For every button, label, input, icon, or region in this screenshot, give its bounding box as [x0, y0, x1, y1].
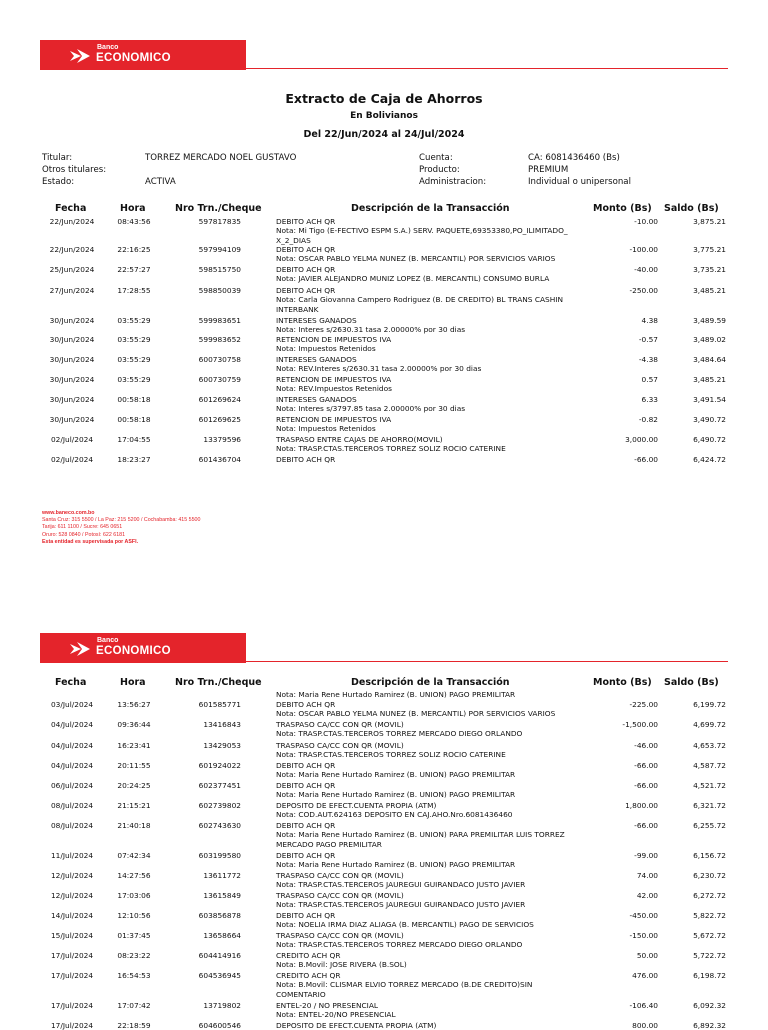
row-note: Nota: Carla Giovanna Campero Rodriguez (B. DE CREDITO) BL TRANS CASHIN	[276, 295, 564, 305]
row-fecha: 22/Jun/2024	[49, 217, 95, 226]
row-saldo: 4,653.72	[693, 741, 726, 750]
row-nro: 604414916	[198, 951, 241, 960]
col-fecha: Fecha	[55, 203, 87, 214]
row-saldo: 6,092.32	[693, 1001, 726, 1010]
row-saldo: 6,199.72	[693, 700, 726, 709]
row-description: TRASPASO CA/CC CON QR (MOVIL)	[276, 871, 404, 880]
row-saldo: 3,490.72	[693, 415, 726, 424]
row-nro: 597817835	[198, 217, 241, 226]
row-fecha: 17/Jul/2024	[50, 971, 94, 980]
row-hora: 17:07:42	[117, 1001, 151, 1010]
row-fecha: 17/Jul/2024	[50, 951, 94, 960]
row-note: Nota: JAVIER ALEJANDRO MUNIZ LOPEZ (B. MERCANTIL) CONSUMO BURLA	[276, 274, 550, 284]
row-hora: 16:23:41	[117, 741, 151, 750]
footer-supervision: Esta entidad es supervisada por ASFI.	[42, 538, 139, 545]
row-description: INTERESES GANADOS	[276, 316, 357, 325]
row-nro: 598515750	[198, 265, 241, 274]
header-divider-page2	[40, 661, 728, 662]
row-note: Nota: Mi Tigo (E-FECTIVO ESPM S.A.) SERV. PAQUETE,69353380,PO_ILIMITADO_	[276, 226, 568, 236]
row-fecha: 27/Jun/2024	[49, 286, 95, 295]
row-nro: 602377451	[198, 781, 241, 790]
col-hora: Hora	[120, 677, 146, 688]
footer-phones-2: Tarija: 611 1100 / Sucre: 645 0651	[42, 524, 123, 531]
row-saldo: 5,722.72	[693, 951, 726, 960]
row-nro: 604536945	[198, 971, 241, 980]
row-saldo: 6,255.72	[693, 821, 726, 830]
bank-logo-small-text: Banco	[97, 637, 119, 644]
row-fecha: 30/Jun/2024	[49, 316, 95, 325]
row-saldo: 3,489.59	[693, 316, 726, 325]
row-description: CREDITO ACH QR	[276, 951, 341, 960]
carry-over-note: Nota: Maria Rene Hurtado Ramirez (B. UNION) PAGO PREMILITAR	[276, 690, 516, 699]
titular-label: Titular:	[42, 153, 73, 163]
row-description: DEBITO ACH QR	[276, 851, 336, 860]
row-nro: 601269625	[198, 415, 241, 424]
row-nro: 600730759	[198, 375, 241, 384]
row-hora: 03:55:29	[117, 316, 151, 325]
row-monto: -250.00	[629, 286, 658, 295]
bank-footer	[42, 510, 200, 546]
row-monto: 800.00	[632, 1021, 658, 1030]
row-hora: 18:23:27	[117, 455, 151, 464]
row-description: TRASPASO CA/CC CON QR (MOVIL)	[276, 720, 404, 729]
row-monto: 6.33	[641, 395, 658, 404]
row-monto: -46.00	[634, 741, 658, 750]
row-saldo: 3,875.21	[693, 217, 726, 226]
row-monto: -106.40	[629, 1001, 658, 1010]
row-monto: 0.57	[641, 375, 658, 384]
row-note: Nota: B.Movil: JOSE RIVERA (B.SOL)	[276, 960, 407, 970]
producto-value: PREMIUM	[528, 165, 569, 175]
row-hora: 01:37:45	[117, 931, 151, 940]
row-saldo: 6,156.72	[693, 851, 726, 860]
row-description: DEPOSITO DE EFECT.CUENTA PROPIA (ATM)	[276, 801, 437, 810]
col-monto: Monto (Bs)	[593, 677, 652, 688]
row-monto: -0.57	[638, 335, 658, 344]
row-fecha: 30/Jun/2024	[49, 415, 95, 424]
row-note: Nota: OSCAR PABLO YELMA NUNEZ (B. MERCANTIL) POR SERVICIOS VARIOS	[276, 709, 556, 719]
otros-titulares-label: Otros titulares:	[42, 165, 107, 175]
administracion-value: Individual o unipersonal	[528, 177, 631, 187]
row-fecha: 03/Jul/2024	[50, 700, 94, 709]
row-hora: 22:57:27	[117, 265, 151, 274]
row-fecha: 15/Jul/2024	[50, 931, 94, 940]
row-description: DEBITO ACH QR	[276, 761, 336, 770]
row-hora: 14:27:56	[117, 871, 151, 880]
col-saldo: Saldo (Bs)	[664, 203, 719, 214]
row-hora: 16:54:53	[117, 971, 151, 980]
row-hora: 21:15:21	[117, 801, 151, 810]
row-nro: 601585771	[198, 700, 241, 709]
row-note: Nota: REV.Impuestos Retenidos	[276, 384, 392, 394]
row-saldo: 6,230.72	[693, 871, 726, 880]
row-monto: 42.00	[636, 891, 658, 900]
row-nro: 602739802	[198, 801, 241, 810]
row-nro: 603856878	[198, 911, 241, 920]
row-fecha: 30/Jun/2024	[49, 335, 95, 344]
footer-phones-1: Santa Cruz: 315 5500 / La Paz: 215 5200 / Cochabamba: 415 5500	[42, 517, 201, 524]
row-hora: 03:55:29	[117, 355, 151, 364]
estado-value: ACTIVA	[145, 177, 176, 187]
bank-logo-mark-icon	[70, 49, 90, 63]
col-hora: Hora	[120, 203, 146, 214]
row-fecha: 04/Jul/2024	[50, 720, 94, 729]
col-descripcion: Descripción de la Transacción	[351, 677, 510, 688]
row-description: RETENCION DE IMPUESTOS IVA	[276, 335, 392, 344]
row-description: ENTEL-20 / NO PRESENCIAL	[276, 1001, 378, 1010]
row-hora: 07:42:34	[117, 851, 151, 860]
row-note: Nota: TRASP.CTAS.TERCEROS TORREZ SOLIZ ROCIO CATERINE	[276, 750, 506, 760]
row-note: Nota: Impuestos Retenidos	[276, 344, 376, 354]
row-note: INTERBANK	[276, 304, 319, 314]
header-divider	[40, 68, 728, 69]
row-fecha: 17/Jul/2024	[50, 1001, 94, 1010]
row-monto: 3,000.00	[625, 435, 658, 444]
row-description: DEBITO ACH QR	[276, 821, 336, 830]
titular-value: TORREZ MERCADO NOEL GUSTAVO	[145, 153, 297, 163]
row-nro: 599983651	[198, 316, 241, 325]
col-descripcion: Descripción de la Transacción	[351, 203, 510, 214]
row-fecha: 12/Jul/2024	[50, 871, 94, 880]
row-saldo: 3,489.02	[693, 335, 726, 344]
row-monto: -0.82	[638, 415, 658, 424]
bank-logo	[40, 40, 246, 70]
row-nro: 602743630	[198, 821, 241, 830]
footer-phones-3: Oruro: 528 0840 / Potosí: 622 6181	[42, 531, 126, 538]
bank-logo-mark-icon	[70, 642, 90, 656]
row-description: TRASPASO CA/CC CON QR (MOVIL)	[276, 931, 404, 940]
row-hora: 17:04:55	[117, 435, 151, 444]
row-nro: 13611772	[203, 871, 241, 880]
row-monto: -1,500.00	[622, 720, 658, 729]
row-hora: 12:10:56	[117, 911, 151, 920]
statement-title: Extracto de Caja de Ahorros	[285, 91, 483, 106]
row-monto: 4.38	[641, 316, 658, 325]
row-note: Nota: B.Movil: CLISMAR ELVIO TORREZ MERCADO (B.DE CREDITO)SIN	[276, 980, 533, 990]
row-nro: 599983652	[198, 335, 241, 344]
row-fecha: 30/Jun/2024	[49, 375, 95, 384]
estado-label: Estado:	[42, 177, 75, 187]
cuenta-label: Cuenta:	[419, 153, 453, 163]
row-fecha: 04/Jul/2024	[50, 741, 94, 750]
row-note: Nota: REV.Interes s/2630.31 tasa 2.00000% por 30 dias	[276, 364, 482, 374]
col-nro: Nro Trn./Cheque	[175, 203, 262, 214]
row-note: Nota: Maria Rene Hurtado Ramirez (B. UNION) PARA PREMILITAR LUIS TORREZ	[276, 830, 565, 840]
col-nro: Nro Trn./Cheque	[175, 677, 262, 688]
row-note: Nota: TRASP.CTAS.TERCEROS TORREZ MERCADO DIEGO ORLANDO	[276, 729, 523, 739]
row-saldo: 3,775.21	[693, 245, 726, 254]
row-nro: 601269624	[198, 395, 241, 404]
col-saldo: Saldo (Bs)	[664, 677, 719, 688]
row-saldo: 3,491.54	[693, 395, 726, 404]
row-monto: -66.00	[634, 761, 658, 770]
row-note: MERCADO PAGO PREMILITAR	[276, 839, 382, 849]
row-saldo: 5,672.72	[693, 931, 726, 940]
row-description: DEBITO ACH QR	[276, 455, 336, 464]
row-hora: 20:11:55	[117, 761, 151, 770]
row-monto: -66.00	[634, 781, 658, 790]
row-hora: 03:55:29	[117, 335, 151, 344]
row-note: Nota: OSCAR PABLO YELMA NUNEZ (B. MERCANTIL) POR SERVICIOS VARIOS	[276, 254, 556, 264]
row-description: DEBITO ACH QR	[276, 265, 336, 274]
row-nro: 13416843	[203, 720, 241, 729]
row-nro: 13615849	[203, 891, 241, 900]
row-monto: -40.00	[634, 265, 658, 274]
row-saldo: 4,521.72	[693, 781, 726, 790]
bank-logo-name: ECONOMICO	[96, 645, 171, 657]
row-hora: 17:03:06	[117, 891, 151, 900]
row-monto: -99.00	[634, 851, 658, 860]
row-hora: 17:28:55	[117, 286, 151, 295]
row-hora: 13:56:27	[117, 700, 151, 709]
row-saldo: 6,321.72	[693, 801, 726, 810]
row-nro: 598850039	[198, 286, 241, 295]
row-fecha: 30/Jun/2024	[49, 355, 95, 364]
col-monto: Monto (Bs)	[593, 203, 652, 214]
row-fecha: 14/Jul/2024	[50, 911, 94, 920]
row-hora: 20:24:25	[117, 781, 151, 790]
statement-period: Del 22/Jun/2024 al 24/Jul/2024	[303, 129, 465, 140]
row-description: RETENCION DE IMPUESTOS IVA	[276, 375, 392, 384]
row-monto: -66.00	[634, 455, 658, 464]
row-note: Nota: TRASP.CTAS.TERCEROS JAUREGUI GUIRANDACO JUSTO JAVIER	[276, 880, 526, 890]
row-description: DEPOSITO DE EFECT.CUENTA PROPIA (ATM)	[276, 1021, 437, 1030]
row-nro: 13429053	[203, 741, 241, 750]
row-note: Nota: Maria Rene Hurtado Ramirez (B. UNION) PAGO PREMILITAR	[276, 790, 516, 800]
row-description: DEBITO ACH QR	[276, 911, 336, 920]
row-nro: 13719802	[203, 1001, 241, 1010]
row-description: DEBITO ACH QR	[276, 217, 336, 226]
row-nro: 601924022	[198, 761, 241, 770]
row-note: Nota: Interes s/3797.85 tasa 2.00000% por 30 dias	[276, 404, 466, 414]
footer-website: www.baneco.com.bo	[42, 510, 95, 516]
row-note: Nota: Impuestos Retenidos	[276, 424, 376, 434]
administracion-label: Administracion:	[419, 177, 487, 187]
row-fecha: 11/Jul/2024	[50, 851, 94, 860]
row-saldo: 6,424.72	[693, 455, 726, 464]
row-note: Nota: NOELIA IRMA DIAZ ALIAGA (B. MERCANTIL) PAGO DE SERVICIOS	[276, 920, 534, 930]
row-note: COMENTARIO	[276, 989, 326, 999]
row-saldo: 4,587.72	[693, 761, 726, 770]
row-saldo: 6,490.72	[693, 435, 726, 444]
row-fecha: 06/Jul/2024	[50, 781, 94, 790]
row-description: TRASPASO CA/CC CON QR (MOVIL)	[276, 891, 404, 900]
row-hora: 03:55:29	[117, 375, 151, 384]
row-description: TRASPASO ENTRE CAJAS DE AHORRO(MOVIL)	[276, 435, 443, 444]
row-monto: 74.00	[636, 871, 658, 880]
row-description: RETENCION DE IMPUESTOS IVA	[276, 415, 392, 424]
row-fecha: 04/Jul/2024	[50, 761, 94, 770]
row-monto: 50.00	[636, 951, 658, 960]
bank-logo-small-text: Banco	[97, 44, 119, 51]
row-description: INTERESES GANADOS	[276, 395, 357, 404]
row-hora: 08:43:56	[117, 217, 151, 226]
row-fecha: 25/Jun/2024	[49, 265, 95, 274]
row-nro: 604600546	[198, 1021, 241, 1030]
row-note: Nota: ENTEL-20/NO PRESENCIAL	[276, 1010, 396, 1020]
row-hora: 00:58:18	[117, 395, 151, 404]
row-saldo: 4,699.72	[693, 720, 726, 729]
row-description: DEBITO ACH QR	[276, 286, 336, 295]
row-saldo: 3,485.21	[693, 375, 726, 384]
row-fecha: 08/Jul/2024	[50, 821, 94, 830]
row-note: Nota: Interes s/2630.31 tasa 2.00000% por 30 dias	[276, 325, 466, 335]
producto-label: Producto:	[419, 165, 460, 175]
row-saldo: 6,272.72	[693, 891, 726, 900]
row-monto: 1,800.00	[625, 801, 658, 810]
row-nro: 13379596	[203, 435, 241, 444]
row-monto: 476.00	[632, 971, 658, 980]
bank-logo-page2	[40, 633, 246, 663]
row-monto: -66.00	[634, 821, 658, 830]
row-note: X_2_DIAS	[276, 235, 311, 245]
row-note: Nota: TRASP.CTAS.TERCEROS TORREZ SOLIZ ROCIO CATERINE	[276, 444, 506, 454]
row-hora: 22:18:59	[117, 1021, 151, 1030]
row-nro: 600730758	[198, 355, 241, 364]
row-note: Nota: TRASP.CTAS.TERCEROS JAUREGUI GUIRANDACO JUSTO JAVIER	[276, 900, 526, 910]
row-note: Nota: Maria Rene Hurtado Ramirez (B. UNION) PAGO PREMILITAR	[276, 860, 516, 870]
currency-label: En Bolivianos	[350, 111, 418, 121]
row-nro: 601436704	[198, 455, 241, 464]
bank-logo-name: ECONOMICO	[96, 52, 171, 64]
row-saldo: 3,485.21	[693, 286, 726, 295]
row-fecha: 02/Jul/2024	[50, 435, 94, 444]
row-monto: -225.00	[629, 700, 658, 709]
row-note: Nota: COD.AUT.624163 DEPOSITO EN CAJ.AHO.Nro.6081436460	[276, 810, 513, 820]
row-hora: 00:58:18	[117, 415, 151, 424]
row-fecha: 02/Jul/2024	[50, 455, 94, 464]
row-monto: -450.00	[629, 911, 658, 920]
row-note: Nota: Maria Rene Hurtado Ramirez (B. UNION) PAGO PREMILITAR	[276, 770, 516, 780]
row-description: DEBITO ACH QR	[276, 781, 336, 790]
row-monto: -100.00	[629, 245, 658, 254]
row-saldo: 6,892.32	[693, 1021, 726, 1030]
row-hora: 21:40:18	[117, 821, 151, 830]
row-fecha: 30/Jun/2024	[49, 395, 95, 404]
row-fecha: 08/Jul/2024	[50, 801, 94, 810]
row-saldo: 5,822.72	[693, 911, 726, 920]
row-nro: 597994109	[198, 245, 241, 254]
row-description: CREDITO ACH QR	[276, 971, 341, 980]
cuenta-value: CA: 6081436460 (Bs)	[528, 153, 620, 163]
row-description: TRASPASO CA/CC CON QR (MOVIL)	[276, 741, 404, 750]
row-monto: -10.00	[634, 217, 658, 226]
row-description: INTERESES GANADOS	[276, 355, 357, 364]
row-monto: -4.38	[638, 355, 658, 364]
row-fecha: 12/Jul/2024	[50, 891, 94, 900]
row-monto: -150.00	[629, 931, 658, 940]
row-note: Nota: TRASP.CTAS.TERCEROS TORREZ MERCADO DIEGO ORLANDO	[276, 940, 523, 950]
row-saldo: 6,198.72	[693, 971, 726, 980]
row-nro: 603199580	[198, 851, 241, 860]
row-saldo: 3,484.64	[693, 355, 726, 364]
row-fecha: 22/Jun/2024	[49, 245, 95, 254]
row-description: DEBITO ACH QR	[276, 700, 336, 709]
row-description: DEBITO ACH QR	[276, 245, 336, 254]
row-hora: 09:36:44	[117, 720, 151, 729]
col-fecha: Fecha	[55, 677, 87, 688]
row-fecha: 17/Jul/2024	[50, 1021, 94, 1030]
row-nro: 13658664	[203, 931, 241, 940]
row-hora: 08:23:22	[117, 951, 151, 960]
row-hora: 22:16:25	[117, 245, 151, 254]
row-saldo: 3,735.21	[693, 265, 726, 274]
